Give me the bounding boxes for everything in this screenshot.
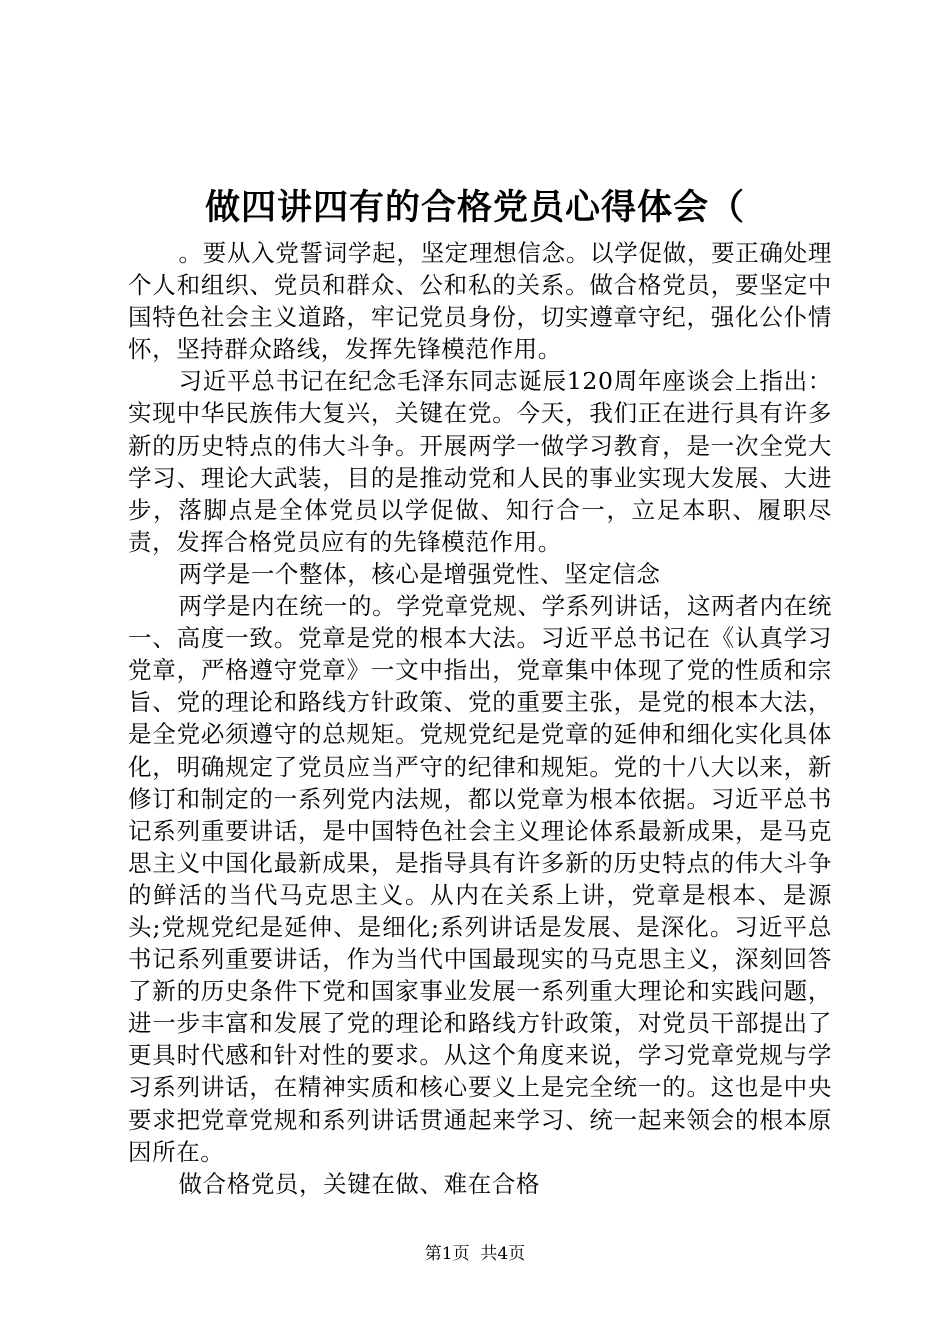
paragraph: 。要从入党誓词学起，坚定理想信念。以学促做，要正确处理个人和组织、党员和群众、公和私的关系。做合格党员，要坚定中国特色社会主义道路，牢记党员身份，切实遵章守纪，强化公仆情怀，坚持群众路线，发挥先锋模范作用。: [128, 239, 832, 364]
section-heading: 做合格党员，关键在做、难在合格: [178, 1169, 541, 1198]
section-heading: 两学是一个整体，核心是增强党性、坚定信念: [178, 559, 661, 588]
paragraph: 两学是内在统一的。学党章党规、学系列讲话，这两者内在统一、高度一致。党章是党的根本大法。习近平总书记在《认真学习党章，严格遵守党章》一文中指出，党章集中体现了党的性质和宗旨、党的理论和路线方针政策、党的重要主张，是党的根本大法，是全党必须遵守的总规矩。党规党纪是党章的延伸和细化实化具体化，明确规定了党员应当严守的纪律和规矩。党的十八大以来，新修订和制定的一系列党内法规，都以党章为根本依据。习近平总书记系列重要讲话，是中国特色社会主义理论体系最新成果，是马克思主义中国化最新成果，是指导具有许多新的历史特点的伟大斗争的鲜活的当代马克思主义。从内在关系上讲，党章是根本、是源头;党规党纪是延伸、是细化;系列讲话是发展、是深化。习近平总书记系列重要讲话，作为当代中国最现实的马克思主义，深刻回答了新的历史条件下党和国家事业发展一系列重大理论和实践问题，进一步丰富和发展了党的理论和路线方针政策，对党员干部提出了更具时代感和针对性的要求。从这个角度来说，学习党章党规与学习系列讲话，在精神实质和核心要义上是完全统一的。这也是中央要求把党章党规和系列讲话贯通起来学习、统一起来领会的根本原因所在。: [128, 592, 832, 1166]
paragraph: 习近平总书记在纪念毛泽东同志诞辰120周年座谈会上指出：实现中华民族伟大复兴，关键在党。今天，我们正在进行具有许多新的历史特点的伟大斗争。开展两学一做学习教育，是一次全党大学习、理论大武装，目的是推动党和人民的事业实现大发展、大进步，落脚点是全体党员以学促做、知行合一，立足本职、履职尽责，发挥合格党员应有的先锋模范作用。: [128, 367, 832, 556]
document-body: [128, 237, 832, 1200]
document-title: 做四讲四有的合格党员心得体会（: [204, 187, 745, 228]
page-number-footer: 第1页 共4页: [424, 1244, 526, 1264]
